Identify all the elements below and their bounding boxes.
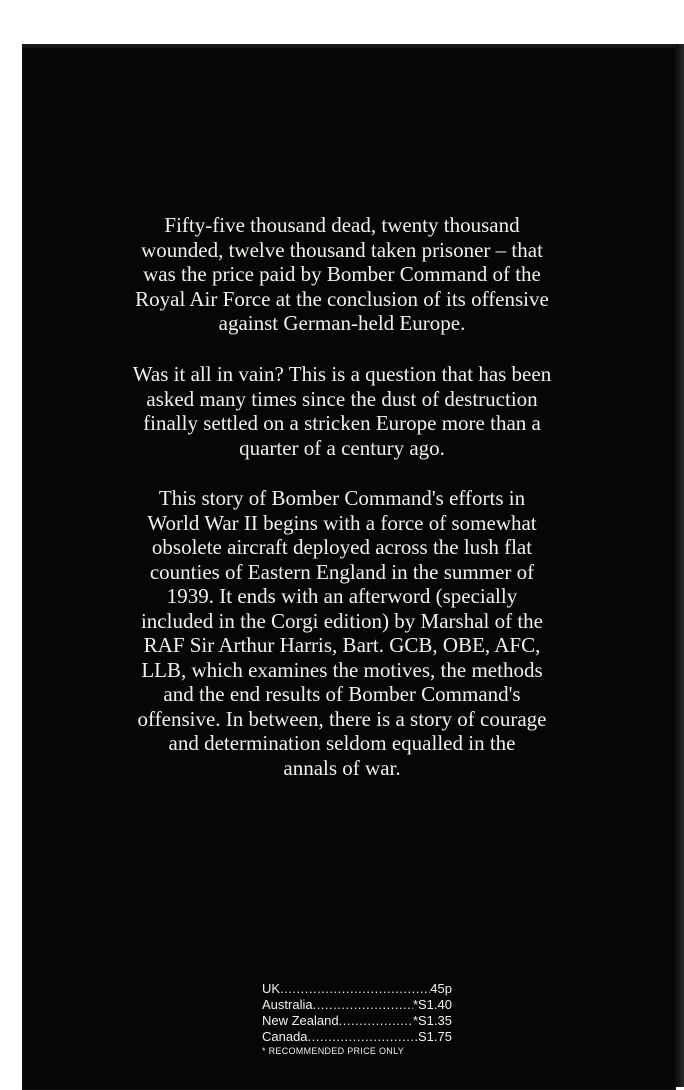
price-country: UK [262, 981, 281, 996]
blurb-line: This story of Bomber Command's efforts in [158, 486, 526, 510]
blurb-line: 1939. It ends with an afterword (specially [166, 584, 518, 608]
price-country: New Zealand [262, 1013, 339, 1028]
blurb-line: finally settled on a stricken Europe more than a [143, 411, 541, 435]
dot-leader [313, 997, 413, 1013]
blurb-line: and determination seldom equalled in the [168, 731, 516, 755]
blurb-line: LLB, which examines the motives, the methods [141, 657, 543, 682]
price-note: * RECOMMENDED PRICE ONLY [262, 1046, 405, 1056]
blurb-line: was the price paid by Bomber Command of the [143, 262, 541, 286]
blurb-paragraph-3 [0, 486, 684, 780]
blurb-line: offensive. In between, there is a story of courage [137, 706, 547, 731]
blurb-line: and the end results of Bomber Command's [163, 682, 521, 706]
dot-leader [339, 1013, 413, 1029]
blurb-line: annals of war. [283, 755, 401, 780]
price-value: 45p [430, 981, 452, 996]
blurb-line: Royal Air Force at the conclusion of its offensive [135, 286, 549, 311]
blurb-line: counties of Eastern England in the summer of [149, 559, 535, 584]
blurb-line: Fifty-five thousand dead, twenty thousand [164, 213, 520, 237]
blurb-line: quarter of a century ago. [239, 435, 445, 460]
blurb-line: Was it all in vain? This is a question that has been [132, 362, 552, 386]
price-country: Canada [262, 1029, 308, 1044]
blurb-paragraph-2 [0, 362, 684, 460]
blurb-line: wounded, twelve thousand taken prisoner – that [141, 237, 543, 262]
blurb-line: against German-held Europe. [218, 311, 466, 335]
blurb-line: RAF Sir Arthur Harris, Bart. GCB, OBE, AFC, [143, 633, 541, 657]
price-country: Australia [262, 997, 313, 1012]
price-row-uk [262, 981, 452, 997]
dot-leader [308, 1029, 418, 1045]
blurb-paragraph-1 [0, 213, 684, 336]
blurb-line: World War II begins with a force of somewhat [147, 510, 537, 535]
price-list [262, 981, 452, 1058]
price-value: *S1.35 [412, 1013, 452, 1028]
dot-leader [280, 981, 430, 997]
blurb-line: asked many times since the dust of destruction [146, 386, 538, 411]
price-row-australia [262, 997, 452, 1013]
blurb-line: obsolete aircraft deployed across the lush flat [151, 535, 533, 559]
price-value: *S1.40 [412, 997, 452, 1012]
blurb-line: included in the Corgi edition) by Marshal of the [140, 608, 544, 633]
price-row-new-zealand [262, 1013, 452, 1029]
price-value: S1.75 [418, 1029, 452, 1044]
price-row-canada [262, 1029, 452, 1045]
